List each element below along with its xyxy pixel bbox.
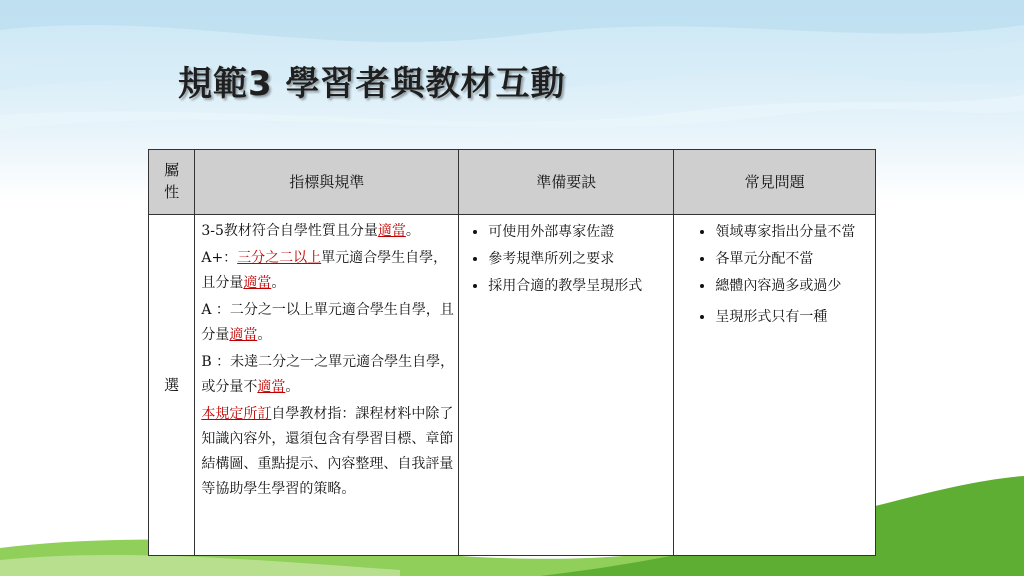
criteria-emphasis: 本規定所訂	[201, 406, 272, 422]
criteria-level-a-plus	[201, 246, 454, 296]
table-header-row	[149, 150, 876, 215]
criteria-text: 單元適合學生自學，且分量	[201, 250, 448, 291]
issues-list	[675, 220, 874, 330]
list-item: • 領域專家指出分量不當	[715, 220, 874, 245]
criteria-text: A+：	[201, 250, 238, 266]
issues-cell	[674, 215, 876, 556]
criteria-emphasis: 適當	[377, 223, 406, 239]
header-tips: 準備要訣	[459, 150, 674, 215]
list-item: • 參考規準所列之要求	[488, 247, 672, 272]
criteria-text: 3-5教材符合自學性質且分量	[201, 223, 378, 239]
criteria-emphasis: 適當	[243, 275, 272, 291]
criteria-level-a	[201, 298, 454, 348]
slide-title: 規範3 學習者與教材互動	[178, 64, 566, 104]
list-item: • 各單元分配不當	[715, 247, 874, 272]
criteria-definition	[201, 402, 454, 502]
criteria-emphasis: 三分之二以上	[237, 250, 322, 266]
list-item: • 呈現形式只有一種	[715, 305, 874, 330]
header-issues: 常見問題	[674, 150, 876, 215]
criteria-level-b	[201, 350, 454, 400]
table-row	[149, 215, 876, 556]
criteria-text: 自學教材指：課程材料中除了知識內容外，還須包含有學習目標、章節結構圖、重點提示、內容整理、自我評量等協助學生學習的策略。	[201, 406, 454, 497]
header-attribute	[149, 150, 195, 215]
criteria-text: 。	[405, 223, 420, 239]
criteria-emphasis: 適當	[229, 327, 258, 343]
tips-list	[460, 220, 672, 299]
criteria-text: A ：二分之一以上單元適合學生自學，且分量	[201, 302, 454, 343]
tips-cell	[459, 215, 674, 556]
list-item: • 採用合適的教學呈現形式	[488, 274, 672, 299]
criteria-text: 。	[271, 275, 286, 291]
list-item: • 可使用外部專家佐證	[488, 220, 672, 245]
list-item: • 總體內容過多或過少	[715, 274, 874, 299]
header-indicator: 指標與規準	[195, 150, 459, 215]
criteria-emphasis: 適當	[257, 379, 286, 395]
criteria-intro	[201, 219, 454, 244]
criteria-text: 。	[285, 379, 300, 395]
criteria-table	[148, 149, 876, 556]
criteria-text: 。	[257, 327, 272, 343]
criteria-text: B ：未達二分之一之單元適合學生自學，或分量不	[201, 354, 455, 395]
attribute-cell: 選	[149, 215, 195, 556]
header-attribute-label: 屬 性	[164, 161, 180, 201]
criteria-cell	[195, 215, 459, 556]
